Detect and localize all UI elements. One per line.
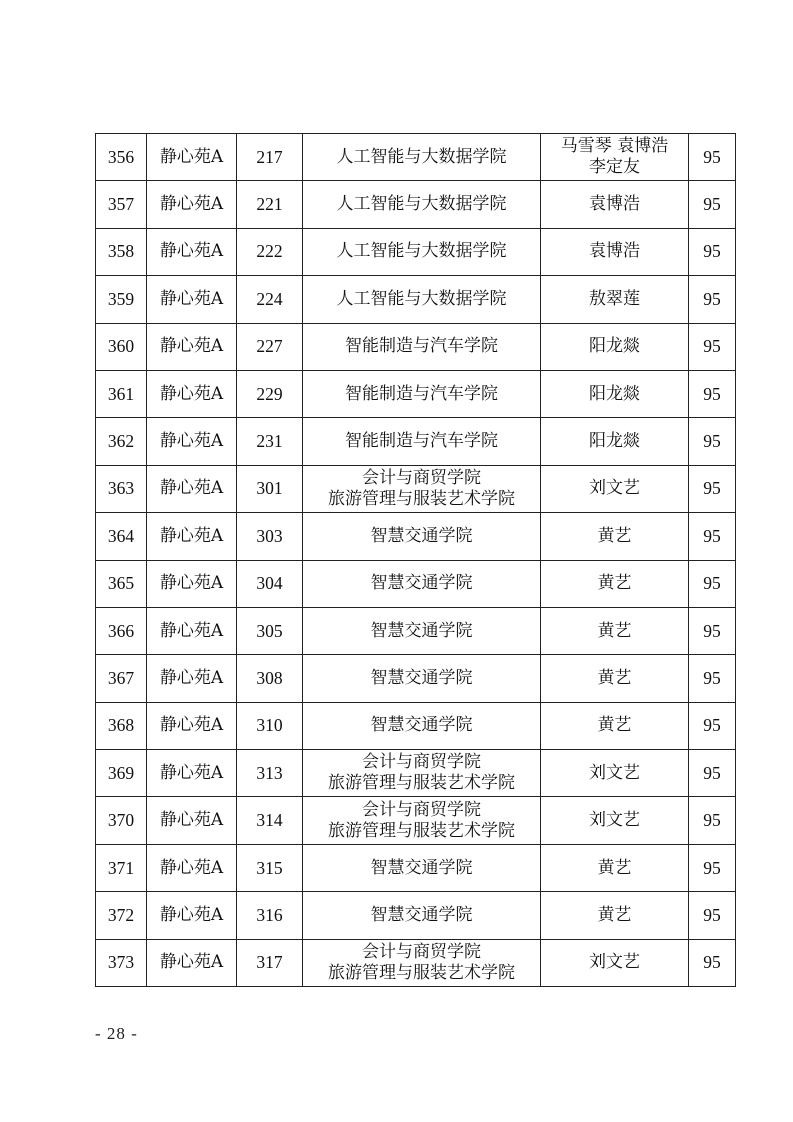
row-number-cell: 366 (96, 607, 147, 654)
row-number-cell: 361 (96, 370, 147, 417)
college-cell-line: 会计与商贸学院 (362, 752, 481, 773)
advisor-cell (541, 702, 689, 749)
room-number-cell: 317 (237, 939, 303, 986)
table-row (96, 797, 736, 844)
score-cell: 95 (689, 370, 736, 417)
table-row (96, 844, 736, 891)
score-cell: 95 (689, 939, 736, 986)
college-cell (303, 844, 541, 891)
advisor-cell-line: 马雪琴 袁博浩 (560, 136, 669, 157)
college-cell-line: 智慧交通学院 (370, 667, 473, 688)
room-number-cell: 313 (237, 750, 303, 797)
row-number-cell: 368 (96, 702, 147, 749)
score-cell: 95 (689, 181, 736, 228)
building-cell: 静心苑A (147, 750, 237, 797)
room-number-cell: 303 (237, 513, 303, 560)
advisor-cell-line: 黄艺 (597, 573, 632, 594)
advisor-cell (541, 465, 689, 512)
advisor-cell-line: 袁博浩 (589, 241, 640, 262)
room-number-cell: 301 (237, 465, 303, 512)
college-cell-line: 旅游管理与服装艺术学院 (328, 820, 515, 841)
college-cell (303, 513, 541, 560)
table-row (96, 276, 736, 323)
score-cell: 95 (689, 465, 736, 512)
college-cell-line: 智慧交通学院 (370, 904, 473, 925)
college-cell-line: 人工智能与大数据学院 (336, 288, 507, 309)
table-row (96, 607, 736, 654)
table-row (96, 702, 736, 749)
building-cell: 静心苑A (147, 513, 237, 560)
advisor-cell-line: 刘文艺 (589, 478, 640, 499)
room-number-cell: 217 (237, 134, 303, 181)
college-cell-line: 智慧交通学院 (370, 525, 473, 546)
college-cell (303, 560, 541, 607)
advisor-cell-line: 黄艺 (597, 525, 632, 546)
advisor-cell-line: 黄艺 (597, 715, 632, 736)
score-cell: 95 (689, 513, 736, 560)
college-cell (303, 702, 541, 749)
row-number-cell: 369 (96, 750, 147, 797)
advisor-cell (541, 607, 689, 654)
advisor-cell-line: 袁博浩 (589, 194, 640, 215)
college-cell-line: 人工智能与大数据学院 (336, 241, 507, 262)
college-cell (303, 465, 541, 512)
advisor-cell (541, 418, 689, 465)
score-cell: 95 (689, 892, 736, 939)
table-row (96, 892, 736, 939)
college-cell-line: 智能制造与汽车学院 (345, 383, 498, 404)
building-cell: 静心苑A (147, 702, 237, 749)
advisor-cell-line: 刘文艺 (589, 810, 640, 831)
room-number-cell: 310 (237, 702, 303, 749)
row-number-cell: 359 (96, 276, 147, 323)
college-cell (303, 797, 541, 844)
building-cell: 静心苑A (147, 465, 237, 512)
advisor-cell-line: 李定友 (589, 157, 640, 178)
college-cell (303, 655, 541, 702)
advisor-cell (541, 323, 689, 370)
score-cell: 95 (689, 702, 736, 749)
building-cell: 静心苑A (147, 607, 237, 654)
advisor-cell-line: 黄艺 (597, 904, 632, 925)
college-cell (303, 276, 541, 323)
college-cell-line: 智慧交通学院 (370, 857, 473, 878)
college-cell-line: 人工智能与大数据学院 (336, 194, 507, 215)
college-cell (303, 323, 541, 370)
advisor-cell-line: 黄艺 (597, 857, 632, 878)
advisor-cell (541, 844, 689, 891)
advisor-cell (541, 228, 689, 275)
college-cell (303, 370, 541, 417)
table-row (96, 134, 736, 181)
advisor-cell-line: 黄艺 (597, 667, 632, 688)
building-cell: 静心苑A (147, 797, 237, 844)
room-number-cell: 227 (237, 323, 303, 370)
table-row (96, 465, 736, 512)
row-number-cell: 358 (96, 228, 147, 275)
row-number-cell: 372 (96, 892, 147, 939)
row-number-cell: 362 (96, 418, 147, 465)
advisor-cell-line: 刘文艺 (589, 762, 640, 783)
building-cell: 静心苑A (147, 181, 237, 228)
room-number-cell: 308 (237, 655, 303, 702)
row-number-cell: 357 (96, 181, 147, 228)
college-cell (303, 228, 541, 275)
advisor-cell-line: 刘文艺 (589, 952, 640, 973)
table-row (96, 181, 736, 228)
row-number-cell: 356 (96, 134, 147, 181)
room-number-cell: 221 (237, 181, 303, 228)
table-row (96, 370, 736, 417)
advisor-cell-line: 阳龙燚 (589, 431, 640, 452)
table-body (96, 134, 736, 987)
college-cell (303, 892, 541, 939)
score-cell: 95 (689, 655, 736, 702)
advisor-cell (541, 134, 689, 181)
advisor-cell (541, 892, 689, 939)
college-cell (303, 181, 541, 228)
room-number-cell: 304 (237, 560, 303, 607)
table-row (96, 323, 736, 370)
advisor-cell (541, 276, 689, 323)
college-cell-line: 会计与商贸学院 (362, 799, 481, 820)
row-number-cell: 370 (96, 797, 147, 844)
table-row (96, 655, 736, 702)
building-cell: 静心苑A (147, 892, 237, 939)
advisor-cell (541, 750, 689, 797)
advisor-cell-line: 阳龙燚 (589, 383, 640, 404)
college-cell-line: 旅游管理与服装艺术学院 (328, 773, 515, 794)
score-cell: 95 (689, 560, 736, 607)
score-cell: 95 (689, 276, 736, 323)
table-row (96, 560, 736, 607)
college-cell-line: 智慧交通学院 (370, 573, 473, 594)
room-number-cell: 231 (237, 418, 303, 465)
building-cell: 静心苑A (147, 276, 237, 323)
college-cell (303, 939, 541, 986)
college-cell-line: 旅游管理与服装艺术学院 (328, 488, 515, 509)
college-cell (303, 750, 541, 797)
table-row (96, 939, 736, 986)
row-number-cell: 367 (96, 655, 147, 702)
row-number-cell: 364 (96, 513, 147, 560)
table-row (96, 418, 736, 465)
page-number: - 28 - (95, 1024, 138, 1043)
college-cell-line: 智慧交通学院 (370, 620, 473, 641)
score-cell: 95 (689, 323, 736, 370)
building-cell: 静心苑A (147, 939, 237, 986)
row-number-cell: 365 (96, 560, 147, 607)
advisor-cell (541, 181, 689, 228)
advisor-cell (541, 797, 689, 844)
building-cell: 静心苑A (147, 418, 237, 465)
college-cell-line: 智能制造与汽车学院 (345, 336, 498, 357)
score-cell: 95 (689, 228, 736, 275)
room-number-cell: 316 (237, 892, 303, 939)
college-cell (303, 418, 541, 465)
table-row (96, 228, 736, 275)
row-number-cell: 373 (96, 939, 147, 986)
table-row (96, 750, 736, 797)
building-cell: 静心苑A (147, 560, 237, 607)
dormitory-score-table (95, 133, 736, 987)
room-number-cell: 315 (237, 844, 303, 891)
building-cell: 静心苑A (147, 655, 237, 702)
advisor-cell (541, 513, 689, 560)
advisor-cell-line: 敖翠莲 (589, 288, 640, 309)
college-cell (303, 134, 541, 181)
score-cell: 95 (689, 797, 736, 844)
advisor-cell (541, 560, 689, 607)
college-cell-line: 智慧交通学院 (370, 715, 473, 736)
college-cell-line: 旅游管理与服装艺术学院 (328, 962, 515, 983)
row-number-cell: 360 (96, 323, 147, 370)
college-cell-line: 人工智能与大数据学院 (336, 146, 507, 167)
room-number-cell: 314 (237, 797, 303, 844)
table-row (96, 513, 736, 560)
score-cell: 95 (689, 607, 736, 654)
advisor-cell-line: 阳龙燚 (589, 336, 640, 357)
score-cell: 95 (689, 844, 736, 891)
advisor-cell (541, 939, 689, 986)
college-cell-line: 会计与商贸学院 (362, 467, 481, 488)
score-cell: 95 (689, 750, 736, 797)
building-cell: 静心苑A (147, 323, 237, 370)
building-cell: 静心苑A (147, 228, 237, 275)
score-cell: 95 (689, 418, 736, 465)
advisor-cell (541, 655, 689, 702)
score-cell: 95 (689, 134, 736, 181)
room-number-cell: 229 (237, 370, 303, 417)
row-number-cell: 371 (96, 844, 147, 891)
room-number-cell: 222 (237, 228, 303, 275)
building-cell: 静心苑A (147, 370, 237, 417)
building-cell: 静心苑A (147, 134, 237, 181)
advisor-cell-line: 黄艺 (597, 620, 632, 641)
row-number-cell: 363 (96, 465, 147, 512)
advisor-cell (541, 370, 689, 417)
college-cell-line: 会计与商贸学院 (362, 941, 481, 962)
college-cell (303, 607, 541, 654)
building-cell: 静心苑A (147, 844, 237, 891)
room-number-cell: 224 (237, 276, 303, 323)
college-cell-line: 智能制造与汽车学院 (345, 431, 498, 452)
room-number-cell: 305 (237, 607, 303, 654)
